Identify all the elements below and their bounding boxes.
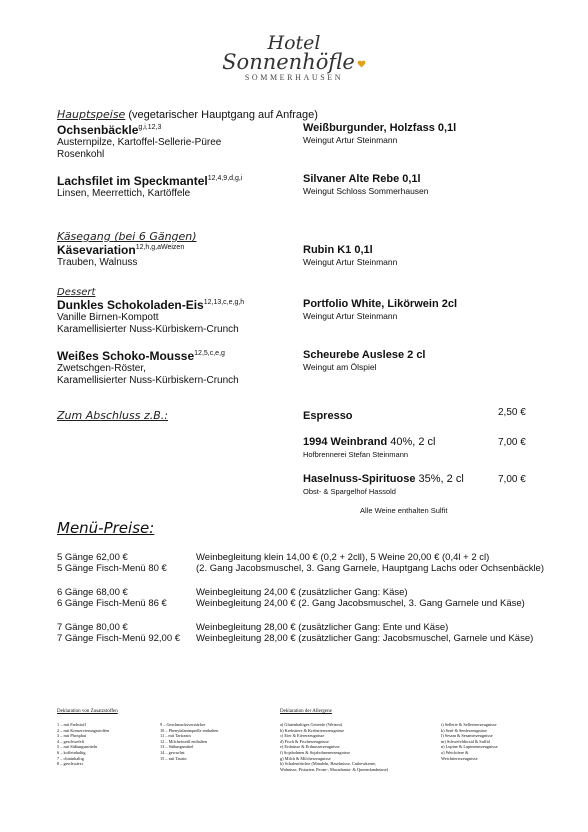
menu-price-row: 5 Gänge Fisch-Menü 80 € (2. Gang Jacobsmuschel, 3. Gang Garnele, Hauptgang Lachs oder Ochsenbäckle) (57, 563, 545, 574)
menu-price-row: 5 Gänge 62,00 € Weinbegleitung klein 14,00 € (0,2 + 2cll), 5 Weine 20,00 € (0,4l + 2 cl) (57, 552, 490, 563)
menu-price-row: 6 Gänge Fisch-Menü 86 € Weinbegleitung 24,00 € (2. Gang Jacobsmuschel, 3. Gang Garnele und Käse) (57, 598, 525, 609)
finish-item-name: 1994 Weinbrand (303, 436, 388, 448)
dish-schoko-mousse (57, 347, 239, 387)
cheese-course-title: Käsegang (bei 6 Gängen) (57, 230, 197, 243)
dish-description: Karamellisierter Nuss-Kürbiskern-Crunch (57, 324, 239, 335)
finish-item-producer: Hofbrennerei Stefan Steinmann (303, 450, 409, 459)
finish-item-espresso (303, 406, 353, 424)
menu-prices-heading (57, 519, 154, 538)
menu-price-row: 7 Gänge 80,00 € Weinbegleitung 28,00 € (zusätzlicher Gang: Ente und Käse) (57, 622, 449, 633)
logo-name-text: Sonnenhöfle (222, 50, 355, 74)
allergens-list-1: a) Glutenhaltiges Getreide (Weizen) b) Krebstiere & Krebstiererzeugnisse c) Eier & Eiererzeugnisse d) Fisch & Fischerzeugnisse e) Erdnüsse & Erdnusserzeugnisse f) Sojabohnen & Sojabohnenerzeugnisse g) Milch & Milcherzeugnisse h) Schalenfrüchte (Mandeln, Haselnüsse, Cashewkerne, Walnüsse, Pistazien, Pecan-, Macadamia- & Queenslandnüsse) (280, 722, 389, 772)
dish-description: Zwetschgen-Röster, (57, 363, 146, 374)
finish-item-price: 2,50 € (498, 407, 526, 418)
dish-description: Karamellisierter Nuss-Kürbiskern-Crunch (57, 375, 239, 386)
sulfit-note: Alle Weine enthalten Sulfit (360, 506, 448, 515)
dish-description: Trauben, Walnuss (57, 257, 138, 268)
wine-pairing (303, 348, 426, 373)
finish-item-price: 7,00 € (498, 474, 526, 485)
dish-kaesevariation (57, 241, 184, 269)
dish-allergen-codes: g,i,12,3 (138, 124, 162, 131)
allergens-list-2: i) Sellerie & Sellerieerzeugnisse k) Senf & Senferzeugnisse l) Sesam & Sesamerzeugnisse m) Schwefeldioxid & Sulfid n) Lupine & Lupinenerzeugnisse o) Weichtiere & Weichtiererzeugnisse (441, 722, 498, 761)
finish-heading (57, 406, 168, 424)
dish-name: Dunkles Schokoladen-Eis (57, 298, 204, 312)
additives-list-2: 9 – Geschmacksverstärker 10 – Phenylalaninquelle enthalten 11 – mit Tartrazin 12 – Milcheiweiß enthalten 13 – Süßungsmittel 14 – gewachst 15 – mit Taurin (160, 722, 219, 761)
dish-allergen-codes: 12,4,9,d,g,i (207, 175, 243, 182)
main-course-title: Hauptspeise (57, 108, 126, 121)
finish-item-weinbrand (303, 436, 435, 460)
wine-name: Silvaner Alte Rebe 0,1l (303, 173, 421, 185)
dish-name: Käsevariation (57, 243, 136, 257)
wine-pairing (303, 297, 457, 322)
finish-item-name: Espresso (303, 410, 353, 422)
dish-description: Austernpilze, Kartoffel-Sellerie-Püree (57, 137, 222, 148)
dish-name: Weißes Schoko-Mousse (57, 349, 195, 363)
wine-name: Scheurebe Auslese 2 cl (303, 349, 426, 361)
dish-ochsenbaeckle (57, 121, 221, 161)
winery-name: Weingut am Ölspiel (303, 362, 377, 372)
logo-hotel: Hotel (267, 32, 321, 54)
dish-description: Rosenkohl (57, 149, 105, 160)
additives-title: Deklaration von Zusatzstoffen (57, 709, 118, 714)
finish-item-producer: Obst- & Spargelhof Hassold (303, 487, 396, 496)
wine-pairing (303, 243, 397, 268)
menu-prices-title: Menü-Preise: (57, 519, 155, 537)
winery-name: Weingut Artur Steinmann (303, 257, 398, 267)
menu-prices-table (57, 552, 544, 644)
dish-name: Ochsenbäckle (57, 123, 139, 137)
finish-item-price: 7,00 € (498, 437, 526, 448)
finish-title: Zum Abschluss z.B.: (57, 409, 168, 422)
winery-name: Weingut Schloss Sommerhausen (303, 186, 429, 196)
logo-subtitle: SOMMERHAUSEN (244, 73, 344, 82)
winery-name: Weingut Artur Steinmann (303, 311, 398, 321)
dish-lachsfilet (57, 172, 242, 200)
finish-item-haselnuss (303, 473, 464, 497)
dessert-title: Dessert (57, 287, 96, 298)
winery-name: Weingut Artur Steinmann (303, 135, 398, 145)
wine-name: Portfolio White, Likörwein 2cl (303, 298, 458, 310)
finish-item-detail: 40%, 2 cl (387, 436, 436, 448)
dish-description: Vanille Birnen-Kompott (57, 312, 159, 323)
wine-name: Rubin K1 0,1l (303, 244, 373, 256)
additives-list-1: 1 – mit Farbstoff 2 – mit Konservierungsstoffen 3 – mit Phosphat 4 – geschwefelt 5 – mit Süßungsmitteln 6 – koffeinhaltig 7 – chininhaltig 8 – geschwärzt (57, 722, 110, 767)
hotel-logo (0, 34, 588, 82)
menu-price-row: 6 Gänge 68,00 € Weinbegleitung 24,00 € (zusätzlicher Gang: Käse) (57, 587, 408, 598)
menu-price-row: 7 Gänge Fisch-Menü 92,00 € Weinbegleitung 28,00 € (zusätzlicher Gang: Jacobsmuschel, Garnele und Käse) (57, 633, 534, 644)
wine-pairing (303, 121, 456, 146)
wine-pairing (303, 172, 429, 197)
finish-item-name: Haselnuss-Spirituose (303, 473, 416, 485)
dish-name: Lachsfilet im Speckmantel (57, 174, 208, 188)
dish-allergen-codes: 12,5,c,e,g (194, 350, 225, 357)
allergens-title: Deklaration der Allergene (280, 709, 332, 714)
dish-allergen-codes: 12,13,c,e,g,h (203, 299, 245, 306)
dish-allergen-codes: 12,h,g,aWeizen (135, 244, 185, 251)
heart-icon (357, 60, 366, 68)
logo-name (0, 50, 588, 74)
finish-item-detail: 35%, 2 cl (415, 473, 464, 485)
main-course-note: (vegetarischer Hauptgang auf Anfrage) (125, 109, 318, 121)
wine-name: Weißburgunder, Holzfass 0,1l (303, 122, 457, 134)
dish-schokoladen-eis (57, 296, 244, 336)
dish-description: Linsen, Meerrettich, Kartöffele (57, 188, 191, 199)
